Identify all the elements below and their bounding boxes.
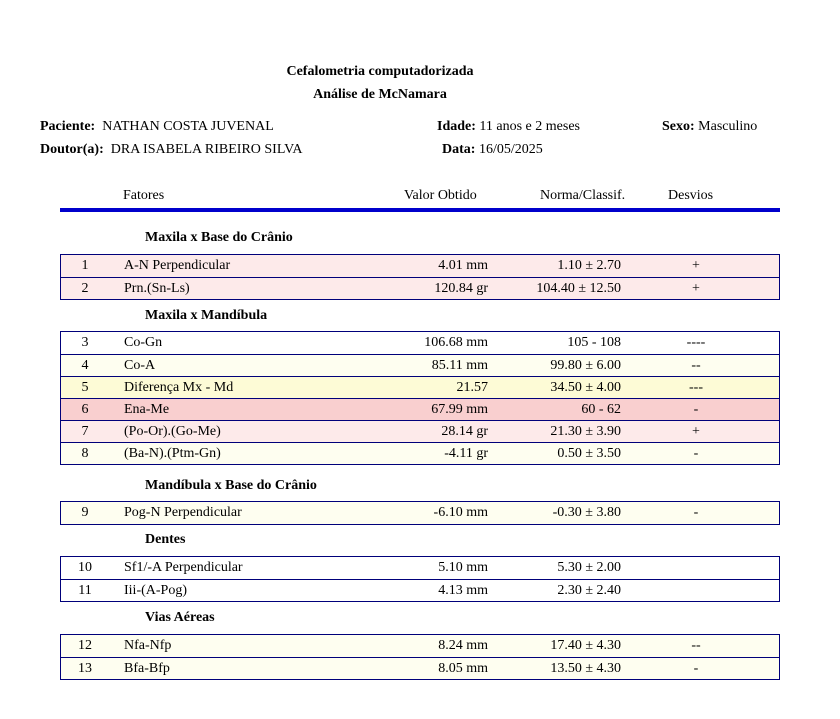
row-factor: Prn.(Sn-Ls) <box>124 281 190 296</box>
row-value: 67.99 mm <box>431 402 488 417</box>
doctor-field <box>40 142 303 158</box>
row-factor: A-N Perpendicular <box>124 258 231 273</box>
patient-label: Paciente: <box>40 119 96 134</box>
patient-value: NATHAN COSTA JUVENAL <box>102 119 274 134</box>
column-header-deviation: Desvios <box>668 188 714 203</box>
patient-field <box>40 119 274 135</box>
row-factor: Ena-Me <box>124 402 170 417</box>
report-title: Cefalometria computadorizada <box>286 64 474 79</box>
row-value: 28.14 gr <box>441 424 488 439</box>
row-norm: 104.40 ± 12.50 <box>536 281 621 296</box>
table-row <box>61 376 779 398</box>
row-number: 6 <box>81 402 89 417</box>
section-table <box>60 254 780 300</box>
row-factor: Bfa-Bfp <box>124 661 170 676</box>
section-title: Mandíbula x Base do Crânio <box>145 478 317 493</box>
row-value: 106.68 mm <box>424 335 488 350</box>
row-deviation: --- <box>689 380 703 395</box>
row-number: 1 <box>81 258 89 273</box>
row-factor: (Ba-N).(Ptm-Gn) <box>124 446 221 461</box>
row-number: 9 <box>81 505 89 520</box>
doctor-label: Doutor(a): <box>40 142 104 157</box>
date-field <box>442 142 543 158</box>
section-title: Dentes <box>145 532 186 547</box>
table-row <box>61 442 779 464</box>
row-norm: 5.30 ± 2.00 <box>557 560 621 575</box>
row-number: 4 <box>81 358 89 373</box>
row-number: 12 <box>78 638 92 653</box>
row-norm: 2.30 ± 2.40 <box>557 583 621 598</box>
row-value: 8.05 mm <box>438 661 488 676</box>
section-title: Maxila x Mandíbula <box>145 308 268 323</box>
section-title: Maxila x Base do Crânio <box>145 230 293 245</box>
row-factor: Diferença Mx - Md <box>124 380 234 395</box>
row-factor: (Po-Or).(Go-Me) <box>124 424 221 439</box>
row-norm: 34.50 ± 4.00 <box>550 380 621 395</box>
row-value: 21.57 <box>456 380 488 395</box>
row-number: 10 <box>78 560 92 575</box>
section-table <box>60 331 780 465</box>
section-table <box>60 634 780 680</box>
column-header-value: Valor Obtido <box>404 188 477 203</box>
age-label: Idade: <box>437 119 476 134</box>
row-norm: 21.30 ± 3.90 <box>550 424 621 439</box>
row-norm: 17.40 ± 4.30 <box>550 638 621 653</box>
table-row <box>61 657 779 679</box>
row-deviation: + <box>692 281 700 296</box>
row-deviation: -- <box>691 638 701 653</box>
row-number: 13 <box>78 661 92 676</box>
row-number: 7 <box>81 424 89 439</box>
date-label: Data: <box>442 142 476 157</box>
row-number: 11 <box>78 583 92 598</box>
row-value: 5.10 mm <box>438 560 488 575</box>
row-deviation: + <box>692 258 700 273</box>
table-row <box>61 557 779 579</box>
age-value: 11 anos e 2 meses <box>479 119 580 134</box>
table-row <box>61 579 779 601</box>
doctor-value: DRA ISABELA RIBEIRO SILVA <box>110 142 303 157</box>
row-number: 3 <box>81 335 89 350</box>
row-norm: 105 - 108 <box>567 335 621 350</box>
section-table <box>60 556 780 602</box>
table-row <box>61 354 779 376</box>
sex-field <box>662 119 757 135</box>
sex-label: Sexo: <box>662 119 695 134</box>
row-factor: Nfa-Nfp <box>124 638 172 653</box>
date-value: 16/05/2025 <box>478 142 543 157</box>
row-value: -4.11 gr <box>444 446 488 461</box>
header-divider <box>60 208 780 212</box>
row-deviation: -- <box>691 358 701 373</box>
row-value: 120.84 gr <box>434 281 488 296</box>
row-number: 8 <box>81 446 89 461</box>
age-field <box>437 119 580 135</box>
row-deviation: + <box>692 424 700 439</box>
row-factor: Sf1/-A Perpendicular <box>124 560 243 575</box>
row-deviation: ---- <box>686 335 706 350</box>
row-norm: 1.10 ± 2.70 <box>557 258 621 273</box>
row-deviation: - <box>693 505 699 520</box>
row-value: 85.11 mm <box>431 358 488 373</box>
row-number: 2 <box>81 281 89 296</box>
row-norm: 99.80 ± 6.00 <box>550 358 621 373</box>
row-factor: Iii-(A-Pog) <box>124 583 187 598</box>
row-norm: -0.30 ± 3.80 <box>552 505 621 520</box>
row-factor: Pog-N Perpendicular <box>124 505 242 520</box>
table-row <box>61 502 779 524</box>
row-value: 4.01 mm <box>438 258 488 273</box>
column-header-factors: Fatores <box>123 188 165 203</box>
row-value: 8.24 mm <box>438 638 488 653</box>
row-factor: Co-A <box>124 358 156 373</box>
row-number: 5 <box>81 380 89 395</box>
row-deviation: - <box>693 661 699 676</box>
section-table <box>60 501 780 525</box>
row-value: 4.13 mm <box>438 583 488 598</box>
table-row <box>61 277 779 299</box>
row-value: -6.10 mm <box>433 505 488 520</box>
row-deviation: - <box>693 402 699 417</box>
section-title: Vias Aéreas <box>145 610 215 625</box>
table-row <box>61 398 779 420</box>
row-norm: 0.50 ± 3.50 <box>557 446 621 461</box>
sex-value: Masculino <box>698 119 758 134</box>
table-row <box>61 635 779 657</box>
table-row <box>61 420 779 442</box>
row-norm: 60 - 62 <box>581 402 621 417</box>
report-subtitle: Análise de McNamara <box>313 87 447 102</box>
table-row <box>61 255 779 277</box>
row-deviation: - <box>693 446 699 461</box>
column-header-norm: Norma/Classif. <box>540 188 626 203</box>
row-norm: 13.50 ± 4.30 <box>550 661 621 676</box>
table-row <box>61 332 779 354</box>
row-factor: Co-Gn <box>124 335 163 350</box>
